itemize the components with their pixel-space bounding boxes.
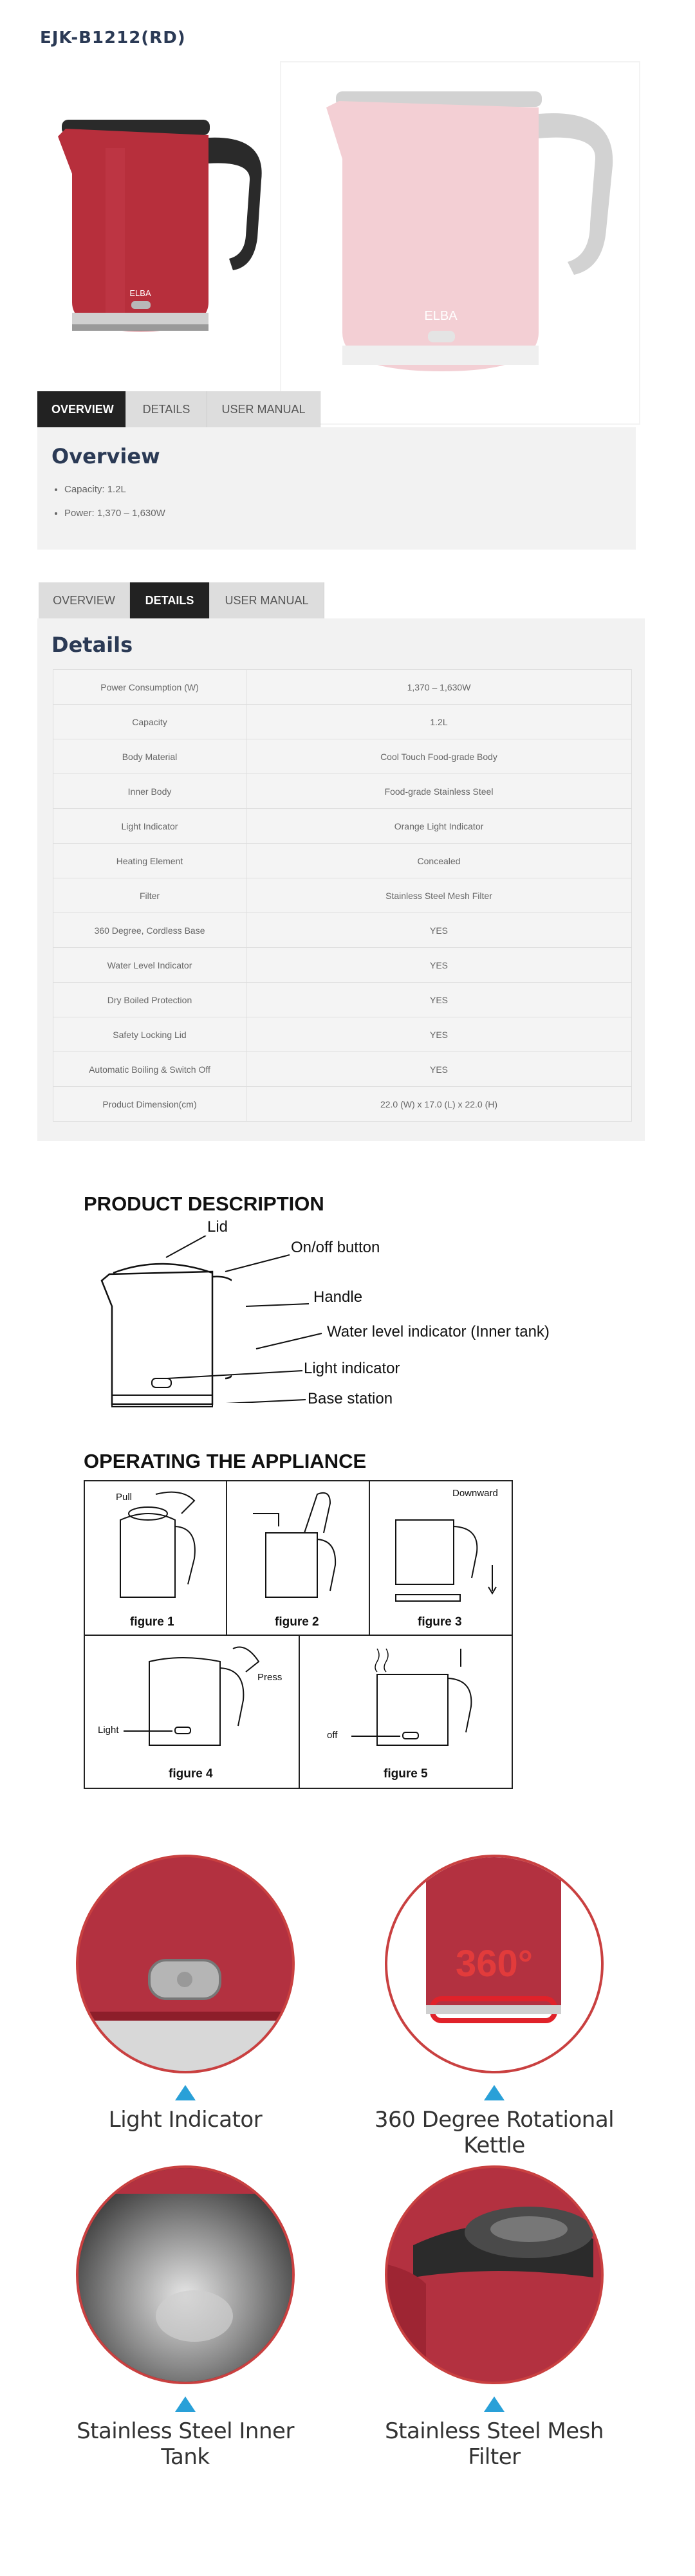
note-press: Press	[257, 1672, 283, 1683]
figure-5-label: figure 5	[384, 1767, 428, 1781]
feature-image-light-indicator	[76, 1855, 295, 2073]
pointer-icon	[175, 2396, 196, 2412]
figure-2-label: figure 2	[275, 1615, 319, 1629]
tab-user-manual[interactable]: USER MANUAL	[210, 582, 324, 618]
list-item: • Capacity: 1.2L	[64, 484, 636, 495]
callout-handle: Handle	[313, 1288, 363, 1306]
table-row	[53, 809, 632, 844]
feature-image-inner-tank	[76, 2165, 295, 2384]
overview-list	[64, 484, 636, 519]
table-row	[53, 983, 632, 1017]
operating-heading: OPERATING THE APPLIANCE	[84, 1450, 367, 1472]
spec-label: Product Dimension(cm)	[53, 1087, 246, 1122]
callout-lines	[161, 1236, 373, 1403]
kettle-logo: ELBA	[129, 288, 151, 298]
spec-value: 22.0 (W) x 17.0 (L) x 22.0 (H)	[246, 1087, 632, 1122]
spec-value: Food-grade Stainless Steel	[246, 774, 632, 809]
product-title: EJK-B1212(RD)	[40, 28, 186, 48]
note-downward: Downward	[452, 1488, 498, 1499]
note-pull: Pull	[116, 1492, 133, 1503]
pointer-icon	[484, 2396, 505, 2412]
spec-value: Cool Touch Food-grade Body	[246, 739, 632, 774]
kettle-graphic	[28, 109, 286, 367]
table-row	[53, 913, 632, 948]
main-product-image[interactable]	[28, 109, 286, 367]
spec-value: Stainless Steel Mesh Filter	[246, 878, 632, 913]
figure-4-cell	[84, 1635, 300, 1789]
spec-label: Dry Boiled Protection	[53, 983, 246, 1017]
spec-value: 1,370 – 1,630W	[246, 670, 632, 705]
spec-value: YES	[246, 1017, 632, 1052]
list-item: • Power: 1,370 – 1,630W	[64, 508, 636, 519]
spec-label: Filter	[53, 878, 246, 913]
figure-3-cell	[369, 1480, 513, 1636]
spec-label: Inner Body	[53, 774, 246, 809]
table-row	[53, 705, 632, 739]
feature-image-mesh-filter	[385, 2165, 604, 2384]
spec-label: Water Level Indicator	[53, 948, 246, 983]
light-indicator-graphic	[79, 1857, 292, 2071]
table-row	[53, 948, 632, 983]
spec-value: YES	[246, 1052, 632, 1087]
spec-value: YES	[246, 983, 632, 1017]
spec-value: Concealed	[246, 844, 632, 878]
callout-base-station: Base station	[308, 1390, 393, 1407]
spec-label: Capacity	[53, 705, 246, 739]
360-degree-graphic	[387, 1857, 601, 2071]
table-row	[53, 739, 632, 774]
callout-on-off-button: On/off button	[291, 1239, 380, 1256]
kettle-logo-large: ELBA	[424, 309, 458, 323]
table-row	[53, 774, 632, 809]
spec-label: Light Indicator	[53, 809, 246, 844]
feature-label-mesh-filter: Stainless Steel Mesh Filter	[385, 2418, 604, 2470]
figure-4-label: figure 4	[169, 1767, 213, 1781]
table-row	[53, 878, 632, 913]
spec-label: Automatic Boiling & Switch Off	[53, 1052, 246, 1087]
tab-overview[interactable]: OVERVIEW	[37, 391, 126, 427]
spec-label: Body Material	[53, 739, 246, 774]
product-description-heading: PRODUCT DESCRIPTION	[84, 1192, 324, 1215]
figure-2-drawing	[227, 1481, 369, 1610]
spec-value: Orange Light Indicator	[246, 809, 632, 844]
tab-details[interactable]: DETAILS	[126, 391, 207, 427]
table-row	[53, 1017, 632, 1052]
mesh-filter-graphic	[387, 2168, 601, 2382]
table-row	[53, 1087, 632, 1122]
tab-overview[interactable]: OVERVIEW	[39, 582, 130, 618]
note-light: Light	[98, 1725, 119, 1736]
callout-light-indicator: Light indicator	[304, 1360, 400, 1377]
pointer-icon	[484, 2085, 505, 2100]
figure-5-drawing	[300, 1636, 512, 1765]
spec-value: 1.2L	[246, 705, 632, 739]
feature-label-light-indicator: Light Indicator	[108, 2107, 263, 2133]
callout-water-level: Water level indicator (Inner tank)	[327, 1323, 550, 1340]
figure-3-drawing	[370, 1481, 512, 1610]
figure-1-drawing	[85, 1481, 226, 1610]
overview-heading: Overview	[51, 444, 160, 468]
note-off: off	[327, 1730, 338, 1741]
tab-details[interactable]: DETAILS	[130, 582, 210, 618]
callout-lid: Lid	[207, 1218, 228, 1236]
table-row	[53, 670, 632, 705]
figure-3-label: figure 3	[418, 1615, 462, 1629]
spec-label: Power Consumption (W)	[53, 670, 246, 705]
spec-value: YES	[246, 948, 632, 983]
pointer-icon	[175, 2085, 196, 2100]
overview-panel	[37, 427, 636, 550]
feature-label-inner-tank: Stainless Steel Inner Tank	[77, 2418, 294, 2470]
feature-image-360-degree	[385, 1855, 604, 2073]
figure-1-cell	[84, 1480, 227, 1636]
lock-text-360: 360°	[456, 1943, 533, 1985]
tab-user-manual[interactable]: USER MANUAL	[207, 391, 320, 427]
zoomed-product-image[interactable]	[280, 61, 640, 425]
spec-value: YES	[246, 913, 632, 948]
inner-tank-graphic	[79, 2168, 292, 2382]
figure-5-cell	[299, 1635, 513, 1789]
details-table	[53, 669, 632, 1122]
figure-4-drawing	[85, 1636, 299, 1765]
spec-label: Safety Locking Lid	[53, 1017, 246, 1052]
tab-bar-details	[39, 582, 324, 618]
spec-label: Heating Element	[53, 844, 246, 878]
feature-label-360-degree: 360 Degree Rotational Kettle	[374, 2107, 615, 2158]
details-heading: Details	[51, 633, 133, 657]
table-row	[53, 844, 632, 878]
spec-label: 360 Degree, Cordless Base	[53, 913, 246, 948]
tab-bar-top	[37, 391, 320, 427]
figure-1-label: figure 1	[130, 1615, 174, 1629]
figure-2-cell	[226, 1480, 370, 1636]
kettle-large-graphic	[281, 62, 639, 423]
table-row	[53, 1052, 632, 1087]
